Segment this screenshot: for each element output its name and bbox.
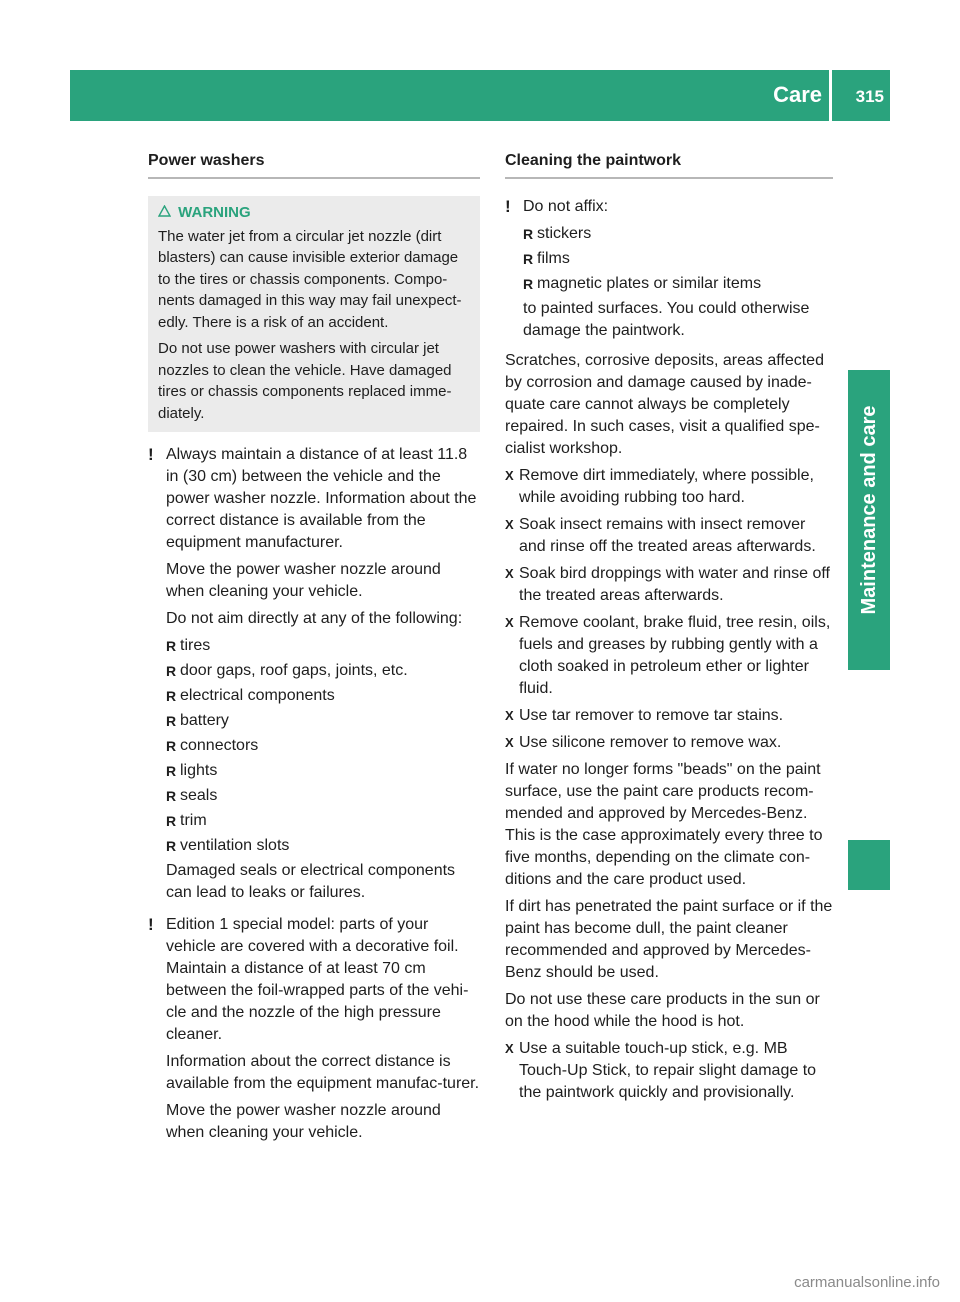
page-number: 315 [855,87,884,106]
body-paragraph: Scratches, corrosive deposits, areas affected by corrosion and damage caused by inade-quate care cannot always be completely repaired. In such cases, visit a qualified spe-cialist workshop. [505,352,824,457]
warning-paragraph: The water jet from a circular jet nozzle (dirt blasters) can cause invisible exterior damage to the tires or chassis components. Compo-nents damaged in this way may fail unexpect-edly. There is a risk of an accident. [158,227,462,331]
notice-text: Always maintain a distance of at least 11.8 in (30 cm) between the vehicle and the power washer nozzle. Information about the correct distance is available from the equipment manufacturer. [166,446,477,551]
notice-exclamation-icon: ! [148,445,154,464]
right-column [505,150,833,1109]
body-paragraph: If dirt has penetrated the paint surface or if the paint has become dull, the paint cleaner recommended and approved by Mercedes-Benz should be used. [505,898,833,981]
list-item: R ventilation slots [166,835,480,857]
warning-paragraph: Do not use power washers with circular jet nozzles to clean the vehicle. Have damaged tires or chassis components replaced imme-diately. [158,340,452,422]
list-item: R electrical components [166,685,480,707]
notice-text: Move the power washer nozzle around when cleaning your vehicle. [166,1102,441,1141]
list-item: R seals [166,785,480,807]
notice-exclamation-icon: ! [148,915,154,934]
list-item: R connectors [166,735,480,757]
step-item: X Use silicone remover to remove wax. [505,732,833,754]
cleaning-paintwork-heading: Cleaning the paintwork [505,150,833,179]
body-paragraph: Do not use these care products in the sun or on the hood while the hood is hot. [505,991,820,1030]
watermark: carmanualsonline.info [794,1274,940,1291]
notice-text: Do not affix: [523,198,609,215]
list-item: R battery [166,710,480,732]
step-item: X Use a suitable touch-up stick, e.g. MB Touch-Up Stick, to repair slight damage to the paintwork quickly and provisionally. [505,1038,833,1104]
header-divider [829,70,832,121]
notice-text: Edition 1 special model: parts of your vehicle are covered with a decorative foil. Maintain a distance of at least 70 cm between the foil-wrapped parts of the vehi-cle and the nozzle of the high pressure cleaner. [166,916,469,1043]
notice-text: Information about the correct distance is available from the equipment manufac-turer. [166,1053,480,1092]
notice-text: Move the power washer nozzle around when cleaning your vehicle. [166,561,441,600]
step-item: X Remove dirt immediately, where possible, while avoiding rubbing too hard. [505,465,833,509]
side-marker-block [848,840,890,890]
notice-edition1 [148,914,480,1144]
notice-text: to painted surfaces. You could otherwise damage the paintwork. [523,300,810,339]
list-item: R magnetic plates or similar items [523,273,833,295]
warning-title-text: WARNING [178,204,251,221]
power-washers-heading: Power washers [148,150,480,179]
step-list [505,1038,833,1104]
list-item: R door gaps, roof gaps, joints, etc. [166,660,480,682]
list-item: R lights [166,760,480,782]
section-title: Care [773,82,822,107]
step-item: X Use tar remover to remove tar stains. [505,705,833,727]
header-bar [70,70,890,121]
step-list [505,465,833,754]
bullet-list [166,635,480,857]
list-item: R stickers [523,223,833,245]
step-item: X Remove coolant, brake fluid, tree resin, oils, fuels and greases by rubbing gently with a cloth soaked in petroleum ether or lighter fluid. [505,612,833,700]
notice-exclamation-icon: ! [505,197,511,216]
body-paragraph: If water no longer forms "beads" on the paint surface, use the paint care products recom-mended and approved by Mercedes-Benz. This is the case approximately every three to five months, depending on the climate con-ditions and the care product used. [505,761,823,888]
notice-do-not-affix [505,196,833,342]
step-item: X Soak insect remains with insect remover and rinse off the treated areas afterwards. [505,514,833,558]
left-column [148,150,480,1149]
warning-box [148,196,480,432]
list-item: R tires [166,635,480,657]
step-item: X Soak bird droppings with water and rinse off the treated areas afterwards. [505,563,833,607]
list-item: R trim [166,810,480,832]
side-tab-label: Maintenance and care [858,405,880,615]
notice-text: Damaged seals or electrical components can lead to leaks or failures. [166,862,456,901]
warning-triangle-icon [158,202,174,224]
notice-text: Do not aim directly at any of the following: [166,610,463,627]
list-item: R films [523,248,833,270]
notice-distance [148,444,480,904]
bullet-list [523,223,833,295]
warning-title [158,202,472,224]
